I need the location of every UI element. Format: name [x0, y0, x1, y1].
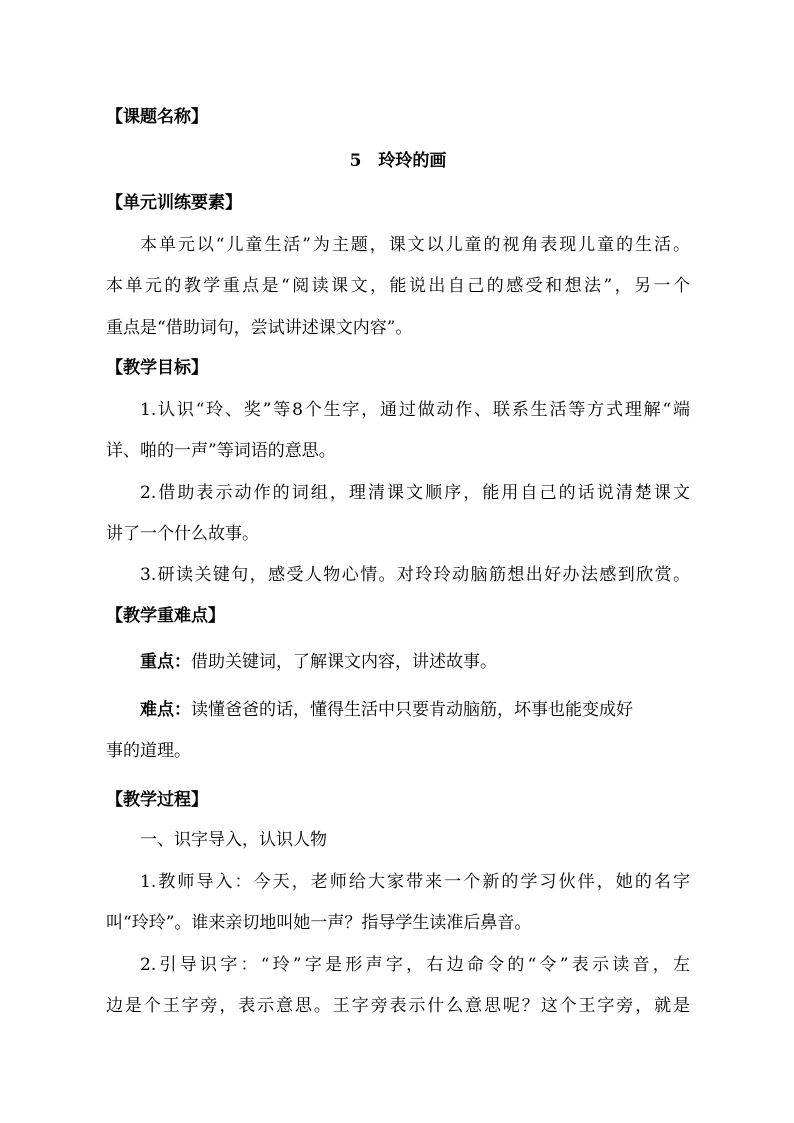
unit-elements-line-2: 本单元的教学重点是“阅读课文，能说出自己的感受和想法”，另一个	[106, 276, 690, 296]
key-points-heading: 【教学重难点】	[106, 606, 225, 626]
process-line-1: 一、识字导入，认识人物	[140, 830, 327, 850]
goal-line-5: 3.研读关键句，感受人物心情。对玲玲动脑筋想出好办法感到欣赏。	[140, 565, 690, 585]
goals-heading: 【教学目标】	[106, 358, 208, 378]
difficulty-lead: 难点：	[140, 700, 191, 720]
process-line-4: 2.引导识字：“玲”字是形声字，右边命令的“令”表示读音，左	[140, 955, 690, 975]
goal-line-4: 讲了一个什么故事。	[106, 524, 259, 544]
goal-line-2: 详、啪的一声”等词语的意思。	[106, 441, 336, 461]
goal-line-3: 2.借助表示动作的词组，理清课文顺序，能用自己的话说清楚课文	[140, 483, 690, 503]
unit-elements-line-1: 本单元以“儿童生活”为主题，课文以儿童的视角表现儿童的生活。	[140, 235, 690, 255]
process-line-3: 叫“玲玲”。谁来亲切地叫她一声？指导学生读准后鼻音。	[106, 913, 532, 933]
course-title-heading: 【课题名称】	[106, 107, 208, 127]
process-line-5: 边是个王字旁，表示意思。王字旁表示什么意思呢？这个王字旁，就是	[106, 996, 690, 1016]
key-point-text: 借助关键词，了解课文内容，讲述故事。	[191, 652, 497, 672]
process-heading: 【教学过程】	[106, 790, 208, 810]
unit-elements-line-3: 重点是“借助词句，尝试讲述课文内容”。	[106, 318, 413, 338]
unit-elements-heading: 【单元训练要素】	[106, 193, 242, 213]
difficulty-cont: 事的道理。	[106, 741, 191, 761]
lesson-title: 5 玲玲的画	[349, 151, 447, 171]
difficulty-text: 读懂爸爸的话，懂得生活中只要肯动脑筋，坏事也能变成好	[191, 700, 633, 720]
key-point-lead: 重点：	[140, 652, 191, 672]
process-line-2: 1.教师导入：今天，老师给大家带来一个新的学习伙伴，她的名字	[140, 872, 690, 892]
difficulty-line	[140, 699, 690, 721]
key-point-line	[140, 651, 690, 673]
goal-line-1: 1.认识“玲、奖”等8个生字，通过做动作、联系生活等方式理解“端	[140, 400, 690, 420]
